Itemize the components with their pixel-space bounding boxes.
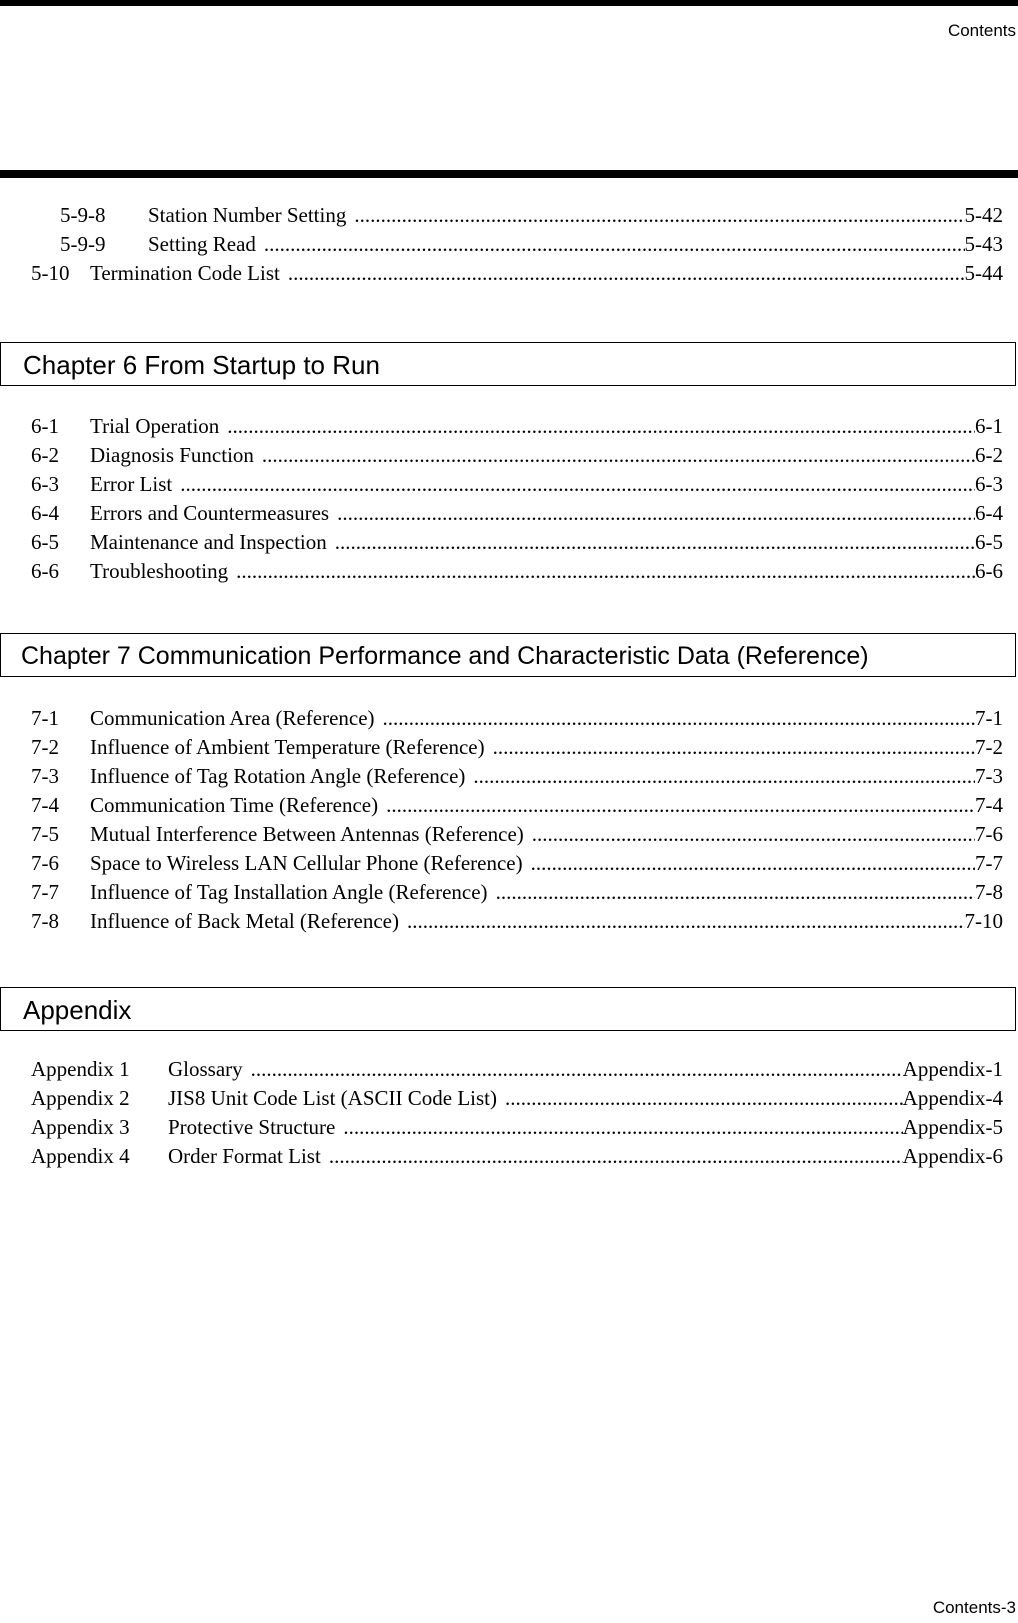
entry-number: Appendix 1 <box>31 1057 130 1081</box>
entry-title: Error List <box>90 470 180 499</box>
entry-title: Troubleshooting <box>90 557 236 586</box>
entry-number: 5-9-8 <box>60 203 106 227</box>
entry-page: 7-6 <box>975 822 1003 846</box>
dot-leader <box>262 441 975 470</box>
entry-number: 7-1 <box>31 706 59 730</box>
entry-title: Influence of Back Metal (Reference) <box>90 907 407 936</box>
entry-number: 6-3 <box>31 472 59 496</box>
entry-number: 7-2 <box>31 735 59 759</box>
toc-entry[interactable] <box>0 1142 1018 1171</box>
appendix-heading: Appendix <box>0 987 1016 1031</box>
entry-number: 6-4 <box>31 501 59 525</box>
toc-entry[interactable] <box>0 441 1018 470</box>
entry-title: Influence of Ambient Temperature (Reference) <box>90 733 493 762</box>
entry-page: Appendix-4 <box>902 1086 1003 1110</box>
entry-page: 7-3 <box>975 764 1003 788</box>
entry-number: 6-2 <box>31 443 59 467</box>
entry-title: JIS8 Unit Code List (ASCII Code List) <box>168 1084 505 1113</box>
entry-number: 5-10 <box>31 261 70 285</box>
entry-title: Influence of Tag Rotation Angle (Reference) <box>90 762 473 791</box>
header-divider <box>0 170 1018 178</box>
entry-page: 6-5 <box>975 530 1003 554</box>
entry-number: 7-8 <box>31 909 59 933</box>
entry-page: 6-1 <box>975 414 1003 438</box>
entry-title: Errors and Countermeasures <box>90 499 337 528</box>
toc-entry[interactable] <box>0 259 1018 288</box>
entry-title: Station Number Setting <box>148 201 354 230</box>
entry-number: 5-9-9 <box>60 232 106 256</box>
dot-leader <box>180 470 975 499</box>
entry-title: Glossary <box>168 1055 251 1084</box>
chapter-7-heading: Chapter 7 Communication Performance and Characteristic Data (Reference) <box>0 633 1016 677</box>
entry-title: Maintenance and Inspection <box>90 528 335 557</box>
entry-title: Mutual Interference Between Antennas (Reference) <box>90 820 532 849</box>
toc-section-appendix <box>0 1055 1018 1171</box>
entry-title: Setting Read <box>148 230 264 259</box>
dot-leader <box>236 557 975 586</box>
entry-number: Appendix 3 <box>31 1115 130 1139</box>
dot-leader <box>531 849 975 878</box>
toc-entry[interactable] <box>0 499 1018 528</box>
entry-page: 6-2 <box>975 443 1003 467</box>
toc-entry[interactable] <box>0 1113 1018 1142</box>
chapter-6-heading: Chapter 6 From Startup to Run <box>0 342 1016 386</box>
toc-entry[interactable] <box>0 733 1018 762</box>
toc-entry[interactable] <box>0 762 1018 791</box>
entry-number: 7-5 <box>31 822 59 846</box>
entry-number: 7-4 <box>31 793 59 817</box>
entry-page: Appendix-5 <box>902 1115 1003 1139</box>
entry-page: Appendix-1 <box>902 1057 1003 1081</box>
entry-number: Appendix 2 <box>31 1086 130 1110</box>
entry-title: Termination Code List <box>90 259 288 288</box>
entry-number: 6-5 <box>31 530 59 554</box>
entry-page: 7-7 <box>975 851 1003 875</box>
dot-leader <box>335 528 975 557</box>
entry-title: Diagnosis Function <box>90 441 262 470</box>
toc-entry[interactable] <box>0 820 1018 849</box>
dot-leader <box>227 412 975 441</box>
toc-section-5-continued <box>0 201 1018 288</box>
toc-entry[interactable] <box>0 528 1018 557</box>
dot-leader <box>251 1055 903 1084</box>
entry-title: Communication Time (Reference) <box>90 791 386 820</box>
toc-section-chapter-7 <box>0 704 1018 936</box>
entry-title: Order Format List <box>168 1142 329 1171</box>
toc-entry[interactable] <box>0 878 1018 907</box>
toc-section-chapter-6 <box>0 412 1018 586</box>
entry-page: Appendix-6 <box>902 1144 1003 1168</box>
entry-page: 5-44 <box>964 261 1003 285</box>
entry-number: 6-1 <box>31 414 59 438</box>
page-number-footer: Contents-3 <box>932 1598 1016 1617</box>
toc-entry[interactable] <box>0 791 1018 820</box>
dot-leader <box>493 733 975 762</box>
entry-page: 5-43 <box>964 232 1003 256</box>
toc-entry[interactable] <box>0 1084 1018 1113</box>
dot-leader <box>532 820 975 849</box>
entry-page: 7-2 <box>975 735 1003 759</box>
entry-title: Influence of Tag Installation Angle (Reference) <box>90 878 496 907</box>
dot-leader <box>505 1084 903 1113</box>
dot-leader <box>329 1142 903 1171</box>
entry-page: 7-1 <box>975 706 1003 730</box>
entry-number: 7-3 <box>31 764 59 788</box>
toc-entry[interactable] <box>0 470 1018 499</box>
entry-number: Appendix 4 <box>31 1144 130 1168</box>
entry-title: Trial Operation <box>90 412 227 441</box>
toc-entry[interactable] <box>0 557 1018 586</box>
dot-leader <box>264 230 965 259</box>
running-header: Contents <box>947 21 1016 40</box>
entry-title: Space to Wireless LAN Cellular Phone (Reference) <box>90 849 531 878</box>
toc-entry[interactable] <box>0 704 1018 733</box>
entry-page: 7-8 <box>975 880 1003 904</box>
entry-page: 5-42 <box>964 203 1003 227</box>
dot-leader <box>383 704 975 733</box>
dot-leader <box>496 878 975 907</box>
entry-number: 7-6 <box>31 851 59 875</box>
toc-entry[interactable] <box>0 907 1018 936</box>
toc-entry[interactable] <box>0 1055 1018 1084</box>
top-rule <box>0 0 1018 6</box>
entry-page: 6-4 <box>975 501 1003 525</box>
entry-number: 6-6 <box>31 559 59 583</box>
dot-leader <box>343 1113 902 1142</box>
toc-entry[interactable] <box>0 201 1018 230</box>
toc-entry[interactable] <box>0 412 1018 441</box>
entry-page: 7-10 <box>964 909 1003 933</box>
dot-leader <box>354 201 964 230</box>
entry-number: 7-7 <box>31 880 59 904</box>
toc-entry[interactable] <box>0 230 1018 259</box>
entry-page: 7-4 <box>975 793 1003 817</box>
entry-page: 6-3 <box>975 472 1003 496</box>
entry-page: 6-6 <box>975 559 1003 583</box>
dot-leader <box>337 499 975 528</box>
toc-entry[interactable] <box>0 849 1018 878</box>
dot-leader <box>407 907 965 936</box>
entry-title: Protective Structure <box>168 1113 343 1142</box>
dot-leader <box>473 762 975 791</box>
entry-title: Communication Area (Reference) <box>90 704 383 733</box>
dot-leader <box>386 791 975 820</box>
dot-leader <box>288 259 965 288</box>
